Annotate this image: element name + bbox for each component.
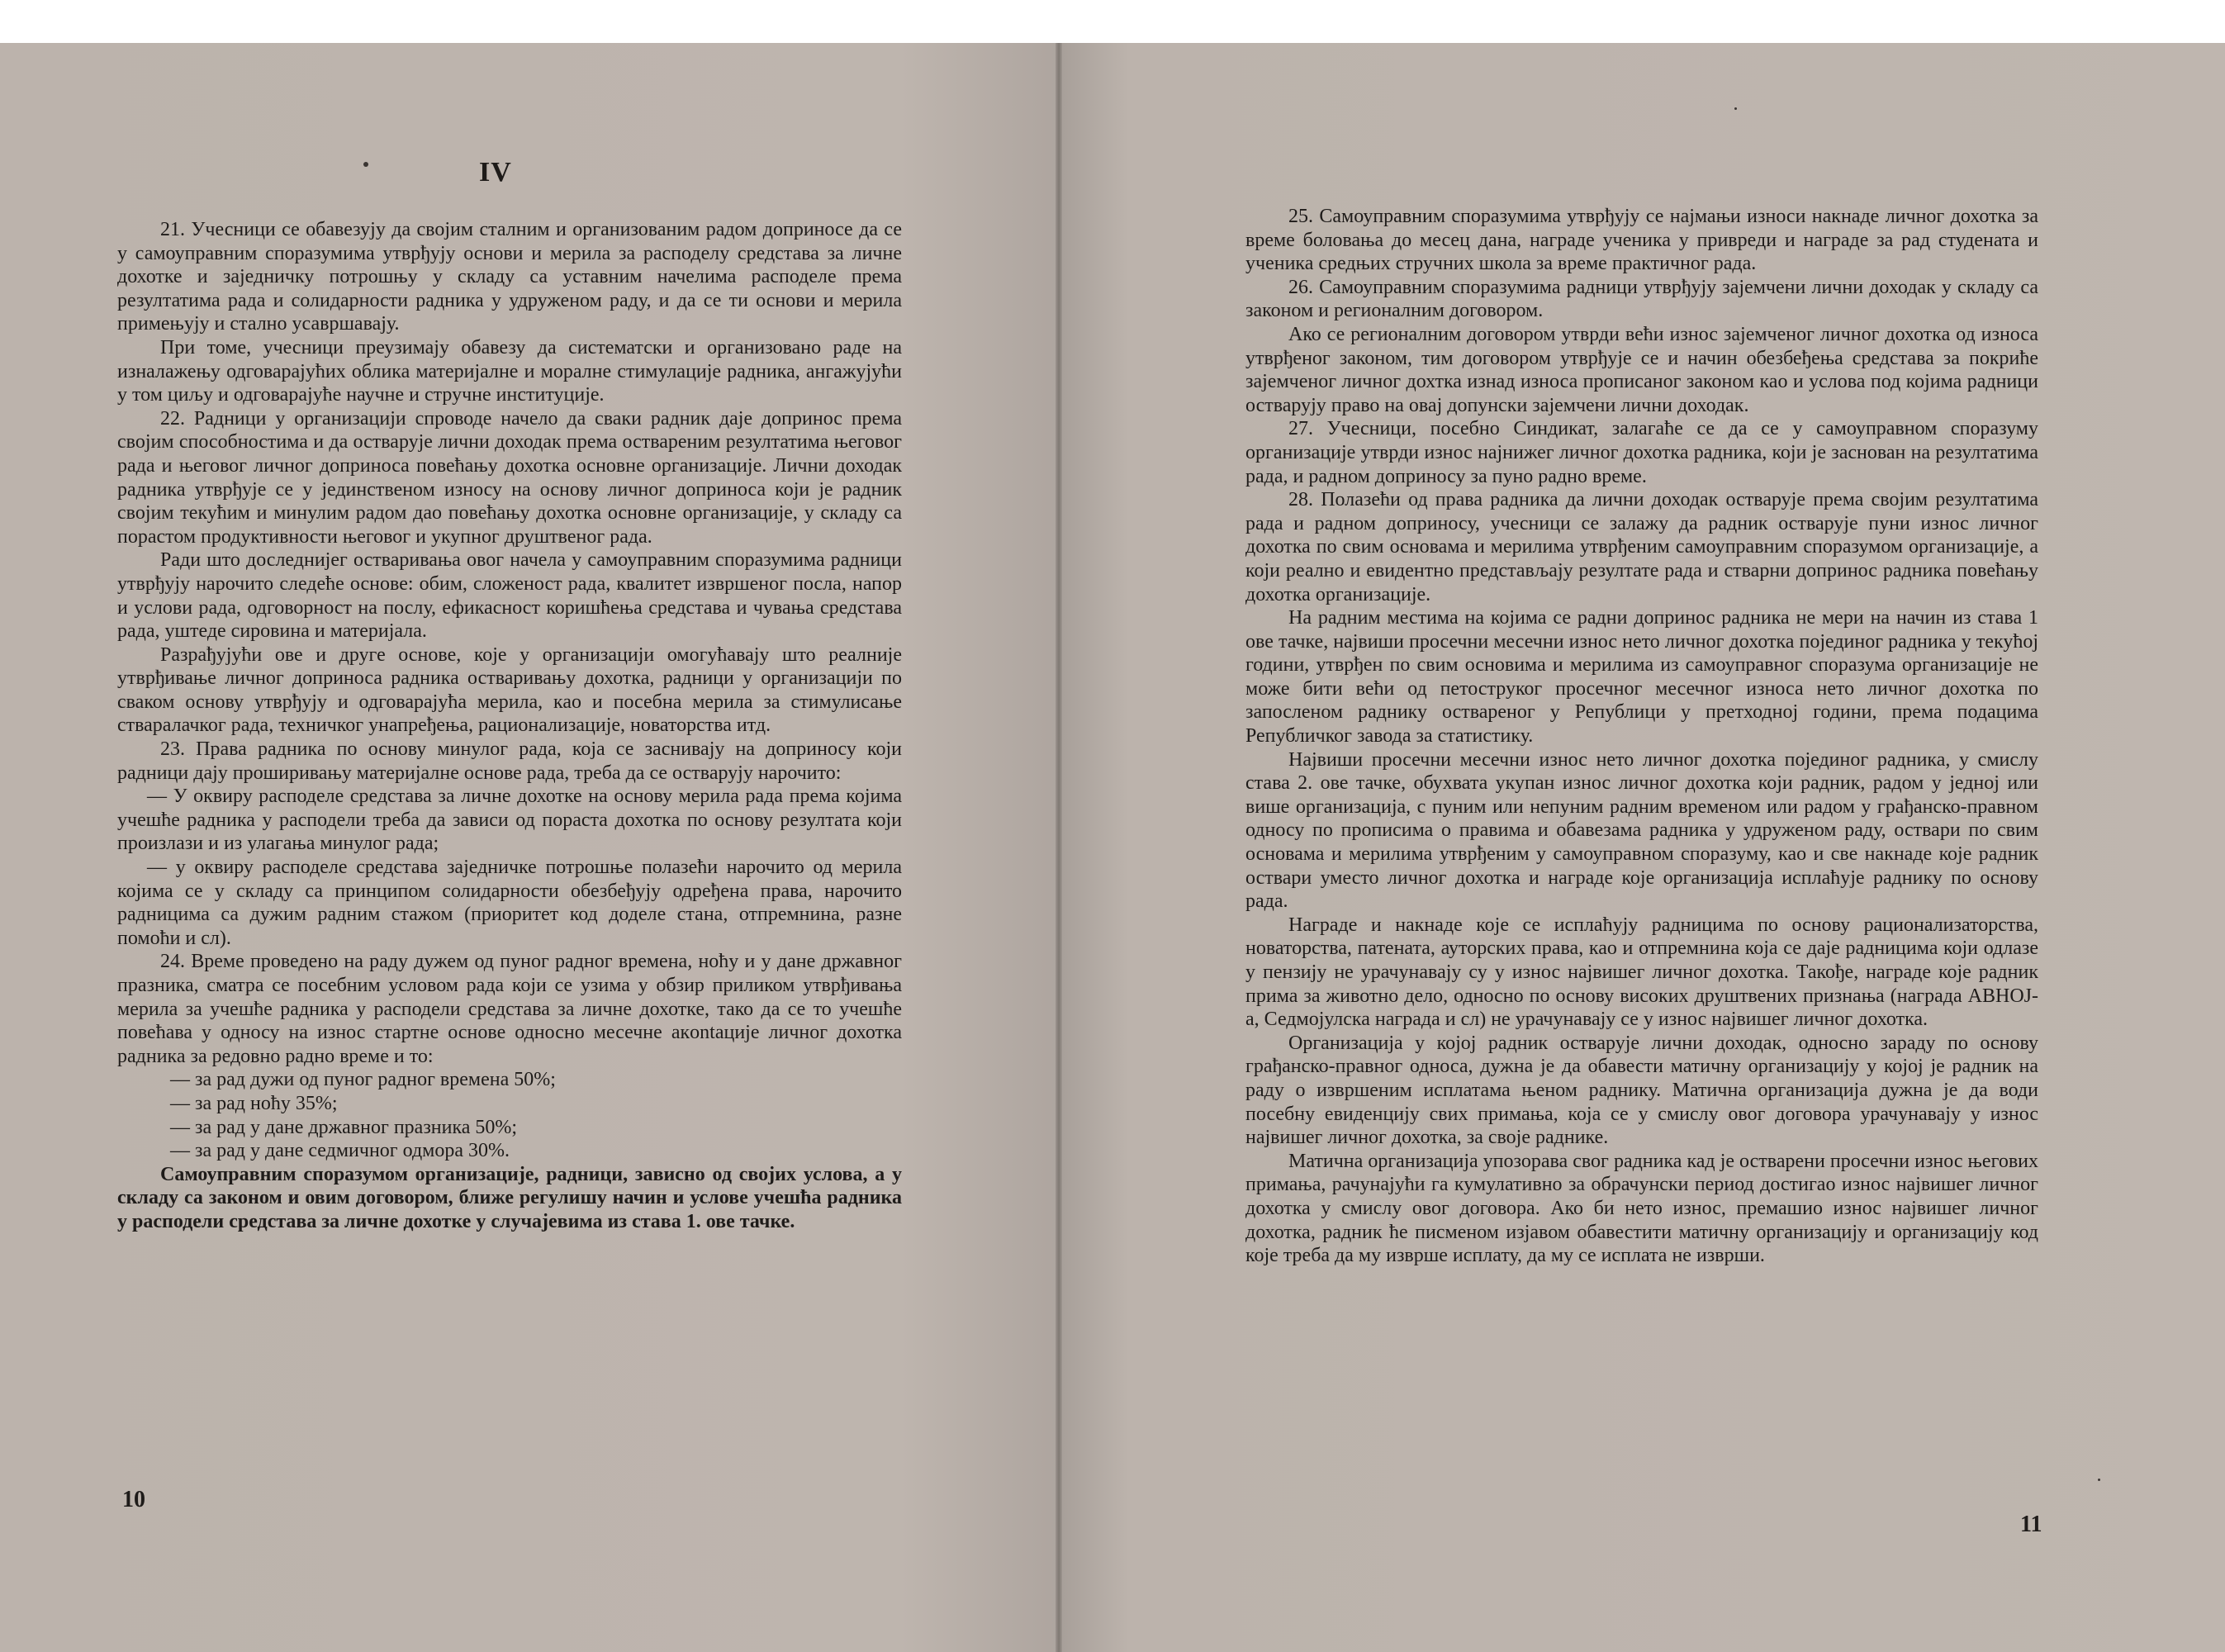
paper-speck [2098, 1479, 2100, 1481]
paragraph-24-closing: Самоуправним споразумом организације, радници, зависно од својих услова, а у складу са законом и овим договором, ближе регулишу начин и услове учешћа радника у расподели средстава за личне дохотке у случајевима из става 1. ове тачке. [117, 1163, 902, 1232]
paragraph-24: 24. Време проведено на раду дужем од пуног радног времена, ноћу и у дане државног празника, сматра се посебним условом рада који се узима у обзир приликом утврђивања мерила за учешће радника у расподели средстава за личне дохотке, тако да се то учешће повећава у односу на износ стартне основе односно месечне акontације личног дохотка радника за редовно радно време и то: [117, 951, 902, 1067]
rate-item-2: — за рад ноћу 35%; [170, 1092, 338, 1114]
paragraph-23: 23. Права радника по основу минулог рада, која се заснивају на доприносу који радници дају проширивању материјалне основе рада, треба да се остварују нарочито: [117, 738, 902, 784]
paragraph-28-d: Награде и накнаде које се исплаћују радницима по основу рационализаторства, новаторства, патената, ауторских права, као и отпремнина која се даје радницима који одлазе у пензију не урачунавају су у износ највишег личног дохотка. Такође, награде које радник прима за животно дело, односно по основу високих друштвених признања (награда АВНОЈ-а, Седмојулска награда и сл) не урачунавају се у износ највишег личног дохотка. [1245, 914, 2038, 1031]
paper-speck [1734, 107, 1737, 110]
paragraph-28-c: Највиши просечни месечни износ нето личног дохотка појединог радника, у смислу става 2. ове тачке, обухвата укупан износ личног дохотка који радник, радом у једној или више организација, с пуним или непуним радним временом или радом у грађанско-правном односу по прописима о правима и обавезама радника у удруженом раду, оствари по свим основама и мерилима утврђеним у самоуправном споразуму, као и све накнаде које радник оствари уместо личног дохотка и награде које организација исплаћује раднику по основу рада. [1245, 748, 2038, 913]
paragraph-25: 25. Самоуправним споразумима утврђују се најмањи износи накнаде личног дохотка за време боловања до месец дана, награде ученика у привреди и награде за рад студената и ученика средњих стручних школа за време практичног рада. [1245, 206, 2038, 275]
dash-item-1: — У оквиру расподеле средстава за личне дохотке на основу мерила рада према којима учешће радника у расподели треба да зависи од пораста дохотка по основу резултата који произлази и из улагања минулог рада; [117, 786, 902, 855]
rate-item-1: — за рад дужи од пуног радног времена 50%; [170, 1069, 556, 1091]
paragraph-27: 27. Учесници, посебно Синдикат, залагаће се да се у самоуправном споразуму организације утврди износ најнижег личног дохотка радника, који је заснован на резултатима рада, и радном доприносу за пуно радно време. [1245, 418, 2038, 487]
paragraph-21-b: При томе, учесници преузимају обавезу да систематски и организовано раде на изналажењу одговарајућих облика материјалне и моралне стимулације радника, ангажујући у том циљу и одговарајуће научне и стручне институције. [117, 336, 902, 406]
rate-item-4: — за рад у дане седмичног одмора 30%. [170, 1140, 510, 1162]
page-number-right: 11 [2020, 1512, 2042, 1537]
dash-item-2: — у оквиру расподеле средстава заједничке потрошње полазећи нарочито од мерила којима се у складу са принципом солидарности обезбеђују одређена права, нарочито радницима са дужим радним стажом (приоритет код доделе стана, отпремнина, разне помоћи и сл). [117, 857, 902, 949]
paragraph-22-c: Разрађујући ове и друге основе, које у организацији омогућавају што реалније утврђивање личног доприноса радника остваривању дохотка, радници у организацији по сваком основу утврђују и одговарајућа мерила, као и посебна мерила за стимулисање стваралачког рада, техничког унапређења, рационализације, новаторства итд. [117, 643, 902, 737]
rate-item-3: — за рад у дане државног празника 50%; [170, 1116, 518, 1138]
page-number-left: 10 [122, 1487, 145, 1512]
right-text-column [1245, 205, 2038, 1268]
paragraph-22: 22. Радници у организацији спроводе начело да сваки радник даје допринос према својим способностима и да остварује лични доходак према оствареним резултатима његовог рада и његовог личног доприноса повећању дохотка основне организације. Лични доходак радника утврђује се у јединственом износу на основу личног доприноса који је радник својим текућим и минулим радом дао повећању дохотка основне организације, у складу са порастом продуктивности његовог и укупног друштвеног рада. [117, 407, 902, 548]
paragraph-28-b: На радним местима на којима се радни допринос радника не мери на начин из става 1 ове тачке, највиши просечни месечни износ нето личног дохотка појединог радника у текућој години, утврђен по свим основима и мерилима из самоуправног споразума организације не може бити већи од петоструког просечног месечног износа нето личног дохотка по запосленом раднику оствареног у Републици у претходној години, према подацима Републичког завода за статистику. [1245, 607, 2038, 748]
paragraph-22-b: Ради што доследнијег остваривања овог начела у самоуправним споразумима радници утврђују нарочито следеће основе: обим, сложеност рада, квалитет извршеног посла, напор и услови рада, одговорност на послу, ефикасност коришћења средстава и чувања средстава рада, уштеде сировина и материјала. [117, 549, 902, 643]
paragraph-28: 28. Полазећи од права радника да лични доходак остварује према својим резултатима рада и радном доприносу, учесници се залажу да радник остварује пуни износ личног дохотка по свим основама и мерилима утврђеним самоуправним споразумом организације, а који реално и евидентно представљају резултате рада и стварни допринос радника повећању дохотка организације. [1245, 489, 2038, 605]
paragraph-26-b: Ако се регионалним договором утврди већи износ зајемченог личног дохотка од износа утврђеног законом, тим договором утврђује се и начин обезбеђења средстава за покриће зајемченог личног дохтка изнад износа прописаног законом као и услова под којима радници остварују право на овај допунски зајемчени лични доходак. [1245, 323, 2038, 416]
paragraph-28-f: Матична организација упозорава свог радника кад је остварени просечни износ његових примања, рачунајући га кумулативно за обрачунски период достигао износ највишег личног дохотка у смислу овог договора. Ако би нето износ, премашио износ највишег личног дохотка, радник ће писменом изјавом обавестити матичну организацију и организацију код које треба да му изврше исплату, да му се исплата не изврши. [1245, 1150, 2038, 1267]
paragraph-28-e: Организација у којој радник остварује лични доходак, односно зараду по основу грађанско-правног односа, дужна је да обавести матичну организацију у којој је радник на раду о извршеним исплатама њеном раднику. Матична организација дужна је да води посебну евиденцију свих примања, која се у смислу овог договора урачунавају у износ највишег личног дохотка, за своје раднике. [1245, 1032, 2038, 1149]
paragraph-21: 21. Учесници се обавезују да својим сталним и организованим радом доприносе да се у самоуправним споразумима утврђују основи и мерила за расподелу средстава за личне дохотке и заједничку потрошњу у складу са уставним начелима расподеле према резултатима рада и солидарности радника у удруженом раду, и да се ти основи и мерила примењују и стално усавршавају. [117, 219, 902, 335]
chapter-heading: IV [479, 157, 512, 188]
paper-speck [363, 162, 368, 167]
left-text-column [117, 218, 902, 1234]
book-gutter [1056, 43, 1062, 1652]
paragraph-26: 26. Самоуправним споразумима радници утврђују зајемчени лични доходак у складу са законом и регионалним договором. [1245, 276, 2038, 322]
